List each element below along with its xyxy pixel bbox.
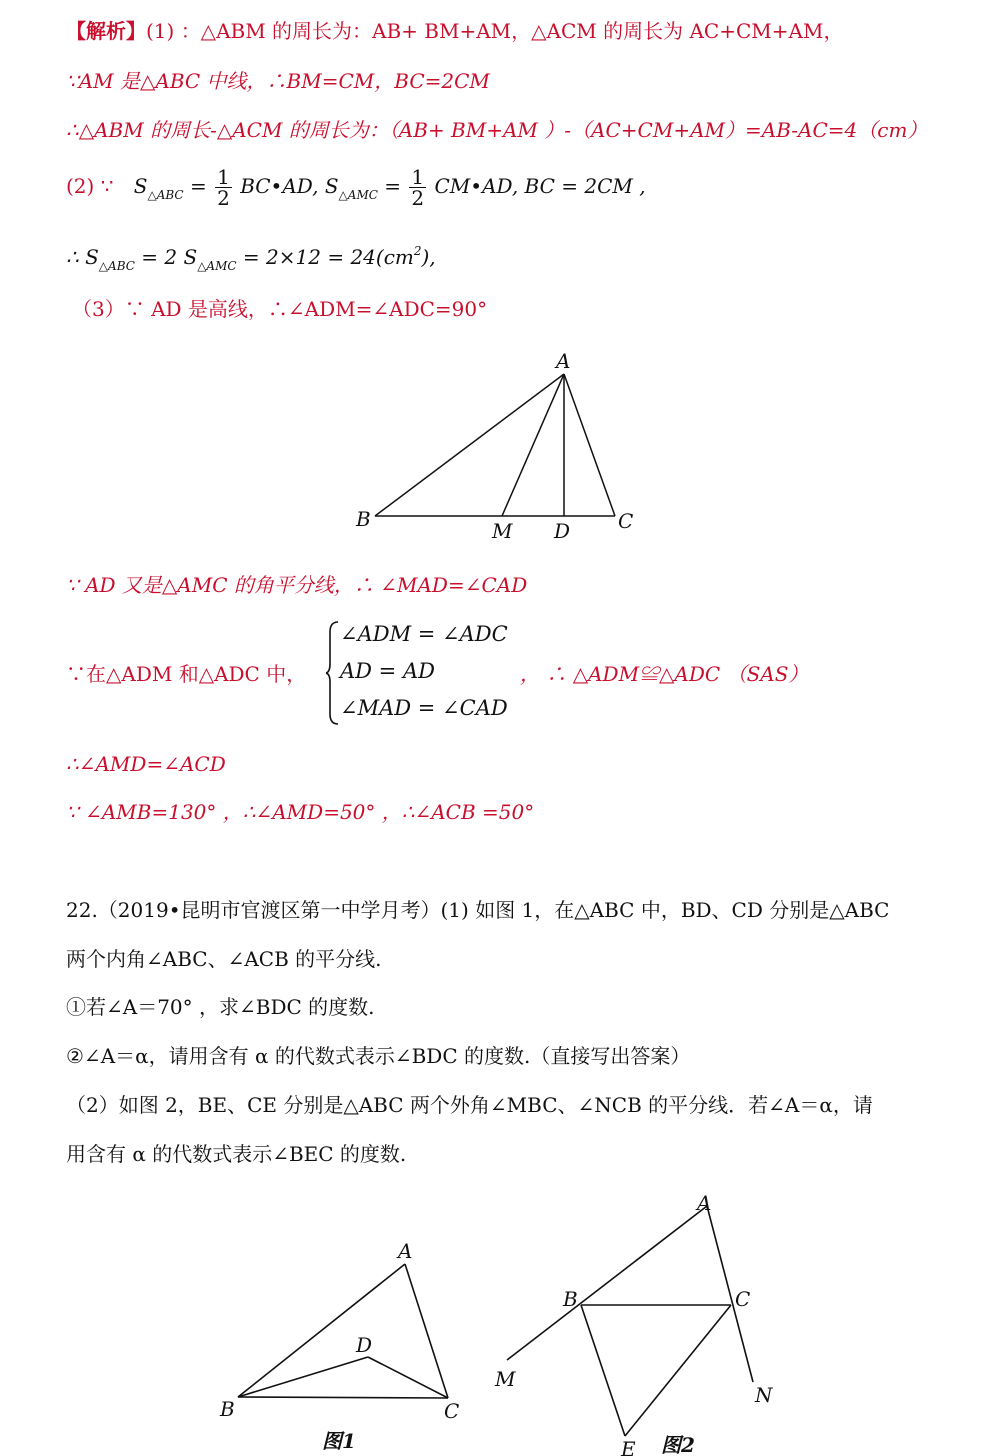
fig1-segment-bc — [238, 1397, 448, 1398]
solution-line-8-suffix: ， ∴ △ADM≌△ADC （SAS） — [520, 662, 809, 686]
fig2-label-n: N — [755, 1383, 773, 1407]
label-c: C — [618, 509, 634, 533]
fig2-label-c: C — [735, 1287, 751, 1311]
segment-ab — [375, 374, 564, 516]
label-a: A — [556, 349, 571, 373]
fig2-segment-be — [581, 1305, 625, 1436]
solution-line-8-prefix: ∵在△ADM 和△ADC 中， — [66, 662, 307, 686]
problem-line-6: 用含有 α 的代数式表示∠BEC 的度数. — [66, 1142, 407, 1166]
solution-line-4: (2) ∵ $S_{\triangle ABC}$ = $\frac{1}{2}$ BC•AD, $S_{\triangle AMC}$ = $\frac{1}{2}$ CM•AD, BC = 2CM , — [66, 165, 646, 210]
solution-line-10: ∵ ∠AMB=130° ，∴∠AMD=50° ，∴∠ACB =50° — [66, 800, 535, 824]
label-d: D — [554, 519, 571, 543]
problem-line-4: ②∠A＝α，请用含有 α 的代数式表示∠BDC 的度数.（直接写出答案） — [66, 1044, 691, 1068]
solution-line-1: 【解析】(1) ：△ABM 的周长为：AB+ BM+AM，△ACM 的周长为 AC+CM+AM， — [66, 19, 844, 43]
problem-line-5: （2）如图 2，BE、CE 分别是△ABC 两个外角∠MBC、∠NCB 的平分线．若∠A＝α，请 — [66, 1093, 873, 1117]
problem-line-1: 22.（2019•昆明市官渡区第一中学月考）(1) 如图 1，在△ABC 中，BD、CD 分别是△ABC — [66, 898, 890, 922]
solution-line-6: （3）∵ AD 是高线，∴∠ADM=∠ADC=90° — [72, 297, 488, 321]
fig1-label-a: A — [398, 1240, 413, 1263]
fig1-caption: 图1 — [322, 1429, 356, 1453]
fig2-line-am — [507, 1206, 707, 1360]
problem-line-2: 两个内角∠ABC、∠ACB 的平分线. — [66, 947, 382, 971]
fig2-segment-ce — [625, 1305, 731, 1436]
figure-triangle-abc — [340, 340, 660, 550]
figure-1 — [210, 1240, 470, 1456]
solution-line-3: ∴△ABM 的周长-△ACM 的周长为：（AB+ BM+AM ）-（AC+CM+AM）=AB-AC=4（cm） — [66, 118, 928, 142]
fraction-half-1: $\frac{1}{2}$ — [217, 165, 230, 210]
figure-2 — [485, 1190, 805, 1456]
fig2-label-m: M — [495, 1367, 516, 1391]
fig1-segment-bd — [238, 1357, 368, 1397]
fig1-label-b: B — [220, 1397, 235, 1421]
problem-line-3: ①若∠A＝70° ，求∠BDC 的度数. — [66, 995, 375, 1019]
system-row-3: ∠MAD = ∠CAD — [340, 696, 508, 720]
fig2-label-e: E — [621, 1437, 636, 1456]
solution-line-9: ∴∠AMD=∠ACD — [66, 752, 226, 776]
left-brace — [326, 620, 340, 726]
solution-line-2: ∵AM 是△ABC 中线，∴BM=CM，BC=2CM — [66, 69, 490, 93]
fig2-caption: 图2 — [661, 1433, 695, 1456]
system-row-2: AD = AD — [340, 659, 435, 683]
segment-am — [502, 374, 564, 516]
fig2-label-b: B — [563, 1287, 578, 1311]
solution-line-7: ∵ AD 又是△AMC 的角平分线，∴ ∠MAD=∠CAD — [66, 573, 528, 597]
fig2-label-a: A — [697, 1191, 712, 1215]
fraction-half-2: $\frac{1}{2}$ — [411, 165, 425, 210]
solution-tag: 【解析】 — [66, 19, 146, 43]
fig1-segment-ab — [238, 1264, 405, 1397]
label-m: M — [492, 519, 513, 543]
segment-ac — [564, 374, 615, 516]
solution-line-5: ∴ $S_{\triangle ABC} = 2$ $S_{\triangle AMC} = 2\times 12 = 24(cm^2)$, — [66, 244, 436, 273]
fig1-segment-ac — [405, 1264, 448, 1398]
fig1-label-d: D — [356, 1333, 373, 1357]
label-b: B — [356, 507, 371, 531]
system-row-1: ∠ADM = ∠ADC — [340, 622, 508, 646]
fig1-label-c: C — [444, 1399, 460, 1423]
